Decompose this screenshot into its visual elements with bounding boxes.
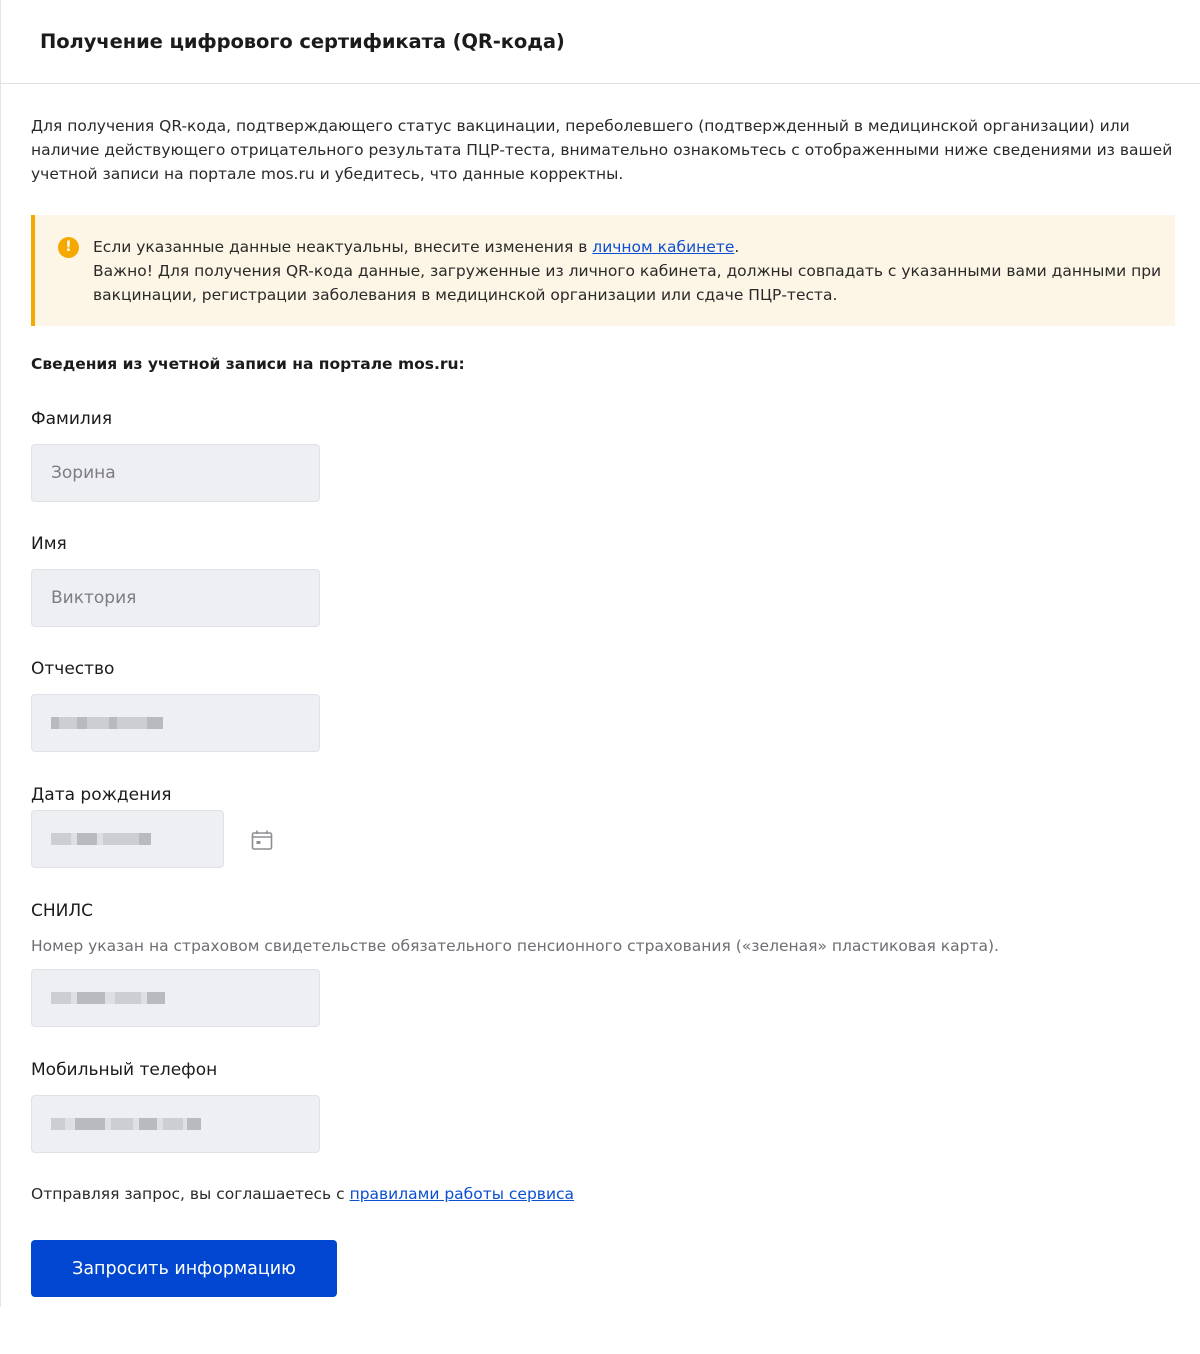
page-title: Получение цифрового сертификата (QR-кода): [40, 30, 565, 53]
redacted-value: [51, 715, 163, 731]
snils-field[interactable]: [31, 969, 320, 1027]
birth-date-field[interactable]: [31, 810, 224, 868]
personal-account-link[interactable]: личном кабинете: [592, 238, 735, 256]
section-title: Сведения из учетной записи на портале mos.ru:: [31, 355, 465, 373]
phone-label: Мобильный телефон: [31, 1060, 218, 1080]
agreement-prefix: Отправляя запрос, вы соглашаетесь с: [31, 1185, 350, 1203]
patronymic-label: Отчество: [31, 659, 115, 679]
notice-line1-end: .: [734, 238, 740, 256]
last-name-field[interactable]: [31, 444, 320, 502]
warning-exclamation-icon: !: [58, 237, 79, 258]
snils-label: СНИЛС: [31, 901, 94, 921]
notice-line1-text: Если указанные данные неактуальны, внесите изменения в: [93, 238, 593, 256]
intro-text: Для получения QR-кода, подтверждающего статус вакцинации, переболевшего (подтвержденный в медицинской организации) или наличие действующего отрицательного результата ПЦР-теста, внимательно ознакомьтесь с отображенными ниже сведениями из вашей учетной записи на портале mos.ru и убедитесь, что данные корректны.: [31, 117, 1173, 183]
notice-text: [93, 235, 1163, 307]
redacted-value: [51, 990, 165, 1006]
phone-field[interactable]: [31, 1095, 320, 1153]
notice-banner: [31, 215, 1175, 326]
agreement-text: [31, 1185, 574, 1203]
patronymic-field[interactable]: [31, 694, 320, 752]
notice-line2-text: Важно! Для получения QR-кода данные, загруженные из личного кабинета, должны совпадать с указанными вами данными при вакцинации, регистрации заболевания в медицинской организации или сдаче ПЦР-теста.: [93, 262, 1162, 304]
redacted-value: [51, 1116, 201, 1132]
page-header: [1, 0, 1200, 84]
snils-hint: Номер указан на страховом свидетельстве обязательного пенсионного страхования («зеленая» пластиковая карта).: [31, 937, 999, 955]
service-rules-link[interactable]: правилами работы сервиса: [349, 1185, 575, 1203]
first-name-field[interactable]: [31, 569, 320, 627]
birth-date-label: Дата рождения: [31, 785, 172, 805]
first-name-value: Виктория: [51, 588, 137, 608]
last-name-value: Зорина: [51, 463, 116, 483]
calendar-icon[interactable]: [251, 829, 273, 851]
request-info-button[interactable]: Запросить информацию: [31, 1240, 337, 1297]
redacted-value: [51, 831, 151, 847]
last-name-label: Фамилия: [31, 409, 113, 429]
first-name-label: Имя: [31, 534, 67, 554]
